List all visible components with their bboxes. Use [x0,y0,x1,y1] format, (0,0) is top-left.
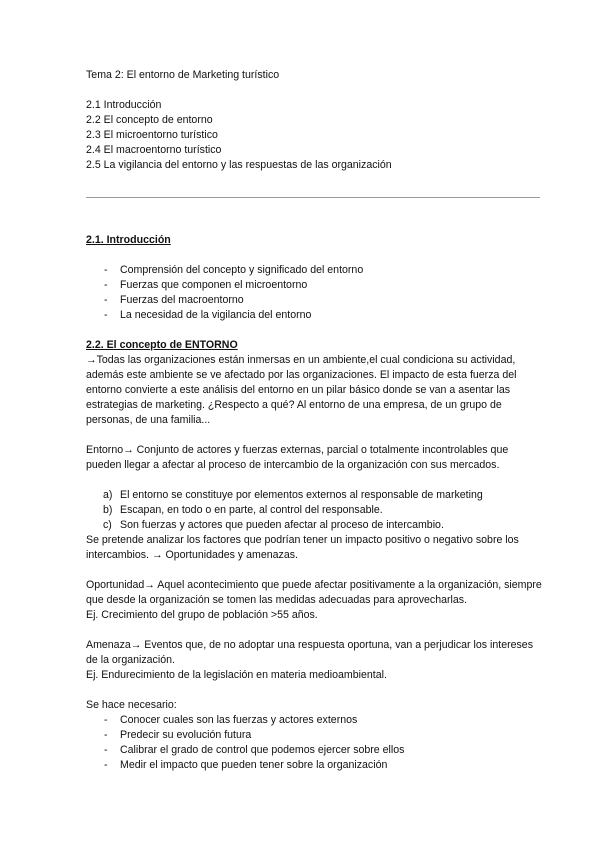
paragraph: Se hace necesario: [86,699,177,711]
section-heading-entorno: 2.2. El concepto de ENTORNO [86,339,238,351]
table-of-contents [86,98,546,173]
list-text: Escapan, en todo o en parte, al control del responsable. [120,504,383,516]
list-marker: a) [103,489,113,501]
list-item: - Fuerzas que componen el microentorno [86,278,546,293]
list-item [86,488,546,503]
paragraph: Se pretende analizar los factores que podrían tener un impacto positivo o negativo sobre los intercambios. → Oportunidades y amenazas. [86,534,519,561]
example-line: Ej. Endurecimiento de la legislación en materia medioambiental. [86,669,387,681]
list-item: - Predecir su evolución futura [86,728,546,743]
list-item: - Medir el impacto que pueden tener sobre la organización [86,758,546,773]
list-item: - Calibrar el grado de control que podemos ejercer sobre ellos [86,743,546,758]
section-heading-introduccion: 2.1. Introducción [86,234,171,246]
list-marker: b) [103,504,113,516]
list-item [86,518,546,533]
example-line: Ej. Crecimiento del grupo de población >55 años. [86,609,318,621]
toc-item: 2.2 El concepto de entorno [86,114,213,126]
list-marker: c) [103,519,112,531]
document-page [86,68,546,773]
necessary-list [86,713,546,773]
list-item: - Fuerzas del macroentorno [86,293,546,308]
toc-item: 2.3 El microentorno turístico [86,129,218,141]
list-item: - La necesidad de la vigilancia del entorno [86,308,546,323]
toc-item: 2.1 Introducción [86,99,162,111]
list-text: El entorno se constituye por elementos externos al responsable de marketing [120,489,483,501]
toc-item: 2.4 El macroentorno turístico [86,144,222,156]
list-item: - Conocer cuales son las fuerzas y actores externos [86,713,546,728]
paragraph: →Todas las organizaciones están inmersas en un ambiente,el cual condiciona su actividad, además este ambiente se ve afectado por las organizaciones. El impacto de esta fuerza del entorno convierte a este análisis del entorno en un pilar básico donde se van a asentar las estrategias de marketing. ¿Respecto a qué? Al entorno de una empresa, de un grupo de personas, de una familia... [86,354,517,426]
document-title: Tema 2: El entorno de Marketing turístico [86,69,280,81]
alpha-list [86,488,546,533]
intro-list [86,263,546,323]
list-item: - Comprensión del concepto y significado del entorno [86,263,546,278]
list-item [86,503,546,518]
list-text: Son fuerzas y actores que pueden afectar al proceso de intercambio. [120,519,444,531]
paragraph: Entorno→ Conjunto de actores y fuerzas externas, parcial o totalmente incontrolables que pueden llegar a afectar al proceso de intercambio de la organización con sus mercados. [86,444,509,471]
toc-item: 2.5 La vigilancia del entorno y las respuestas de las organización [86,159,392,171]
paragraph: Oportunidad→ Aquel acontecimiento que puede afectar positivamente a la organización, siempre que desde la organización se tomen las medidas adecuadas para aprovecharlas. [86,579,542,606]
paragraph: Amenaza→ Eventos que, de no adoptar una respuesta oportuna, van a perjudicar los intereses de la organización. [86,639,533,666]
